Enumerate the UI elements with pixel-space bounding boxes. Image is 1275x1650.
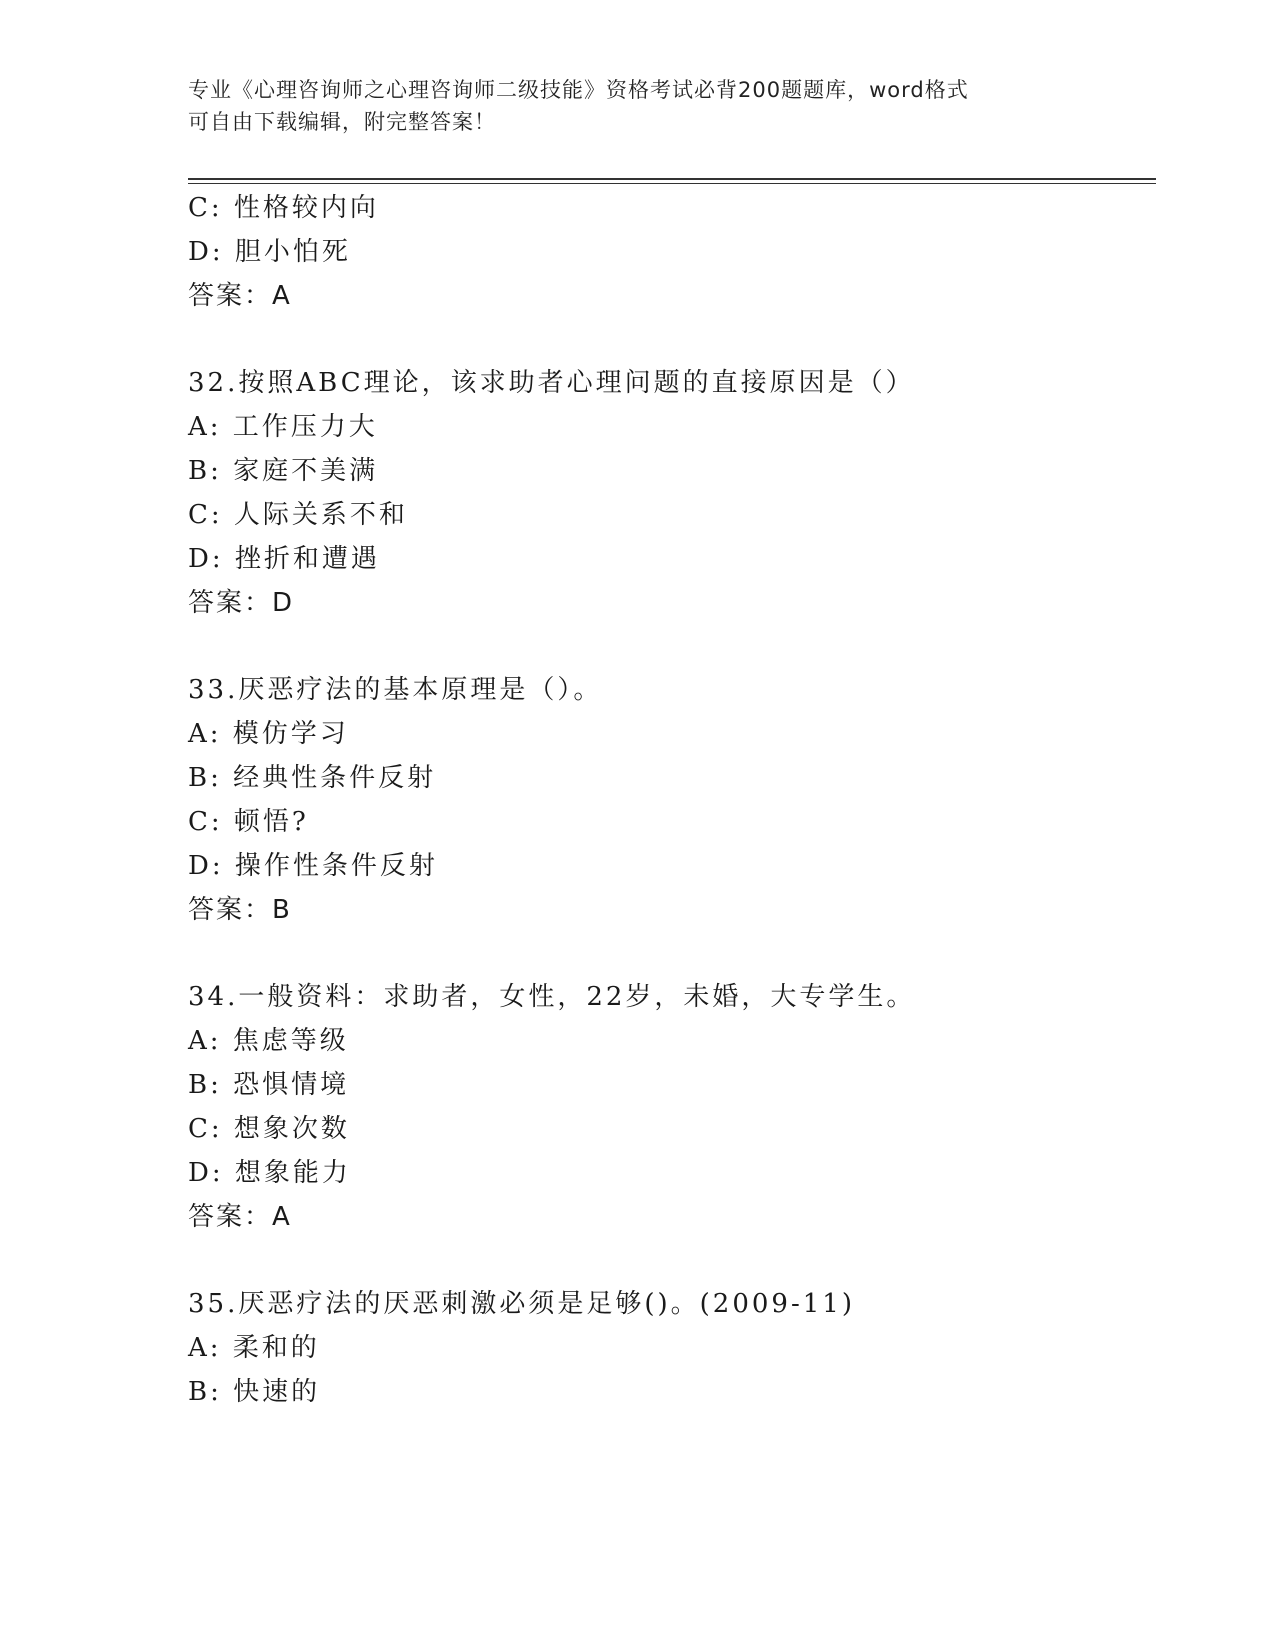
header-divider-thick bbox=[188, 178, 1156, 180]
q34-option-a: A: 焦虑等级 bbox=[188, 1026, 349, 1056]
q32-stem: 32.按照ABC理论，该求助者心理问题的直接原因是（） bbox=[188, 368, 915, 398]
q34-option-c: C: 想象次数 bbox=[188, 1114, 350, 1144]
q34-option-b: B: 恐惧情境 bbox=[188, 1070, 350, 1100]
q31-option-c: C: 性格较内向 bbox=[188, 193, 379, 223]
q33-option-d: D: 操作性条件反射 bbox=[188, 851, 438, 881]
q33-answer: 答案：B bbox=[188, 895, 292, 925]
q33-option-a: A: 模仿学习 bbox=[188, 719, 349, 749]
q35-option-a: A: 柔和的 bbox=[188, 1333, 320, 1363]
q34-stem: 34.一般资料：求助者，女性，22岁，未婚，大专学生。 bbox=[188, 982, 916, 1012]
q33-option-b: B: 经典性条件反射 bbox=[188, 763, 437, 793]
header-title-line-2: 可自由下载编辑，附完整答案！ bbox=[188, 110, 496, 134]
q34-option-d: D: 想象能力 bbox=[188, 1158, 351, 1188]
q32-option-b: B: 家庭不美满 bbox=[188, 456, 379, 486]
q35-option-b: B: 快速的 bbox=[188, 1377, 321, 1407]
q31-answer: 答案：A bbox=[188, 281, 292, 311]
q32-answer: 答案：D bbox=[188, 588, 295, 618]
header-title-line-1: 专业《心理咨询师之心理咨询师二级技能》资格考试必背200题题库，word格式 bbox=[188, 78, 969, 102]
q33-stem: 33.厌恶疗法的基本原理是（）。 bbox=[188, 675, 603, 705]
q34-answer: 答案：A bbox=[188, 1202, 292, 1232]
q31-option-d: D: 胆小怕死 bbox=[188, 237, 351, 267]
q35-stem: 35.厌恶疗法的厌恶刺激必须是足够()。(2009-11) bbox=[188, 1289, 855, 1319]
q33-option-c: C: 顿悟? bbox=[188, 807, 309, 837]
header-divider-thin bbox=[188, 183, 1156, 184]
q32-option-d: D: 挫折和遭遇 bbox=[188, 544, 380, 574]
q32-option-a: A: 工作压力大 bbox=[188, 412, 378, 442]
document-header bbox=[188, 74, 1088, 138]
q32-option-c: C: 人际关系不和 bbox=[188, 500, 408, 530]
